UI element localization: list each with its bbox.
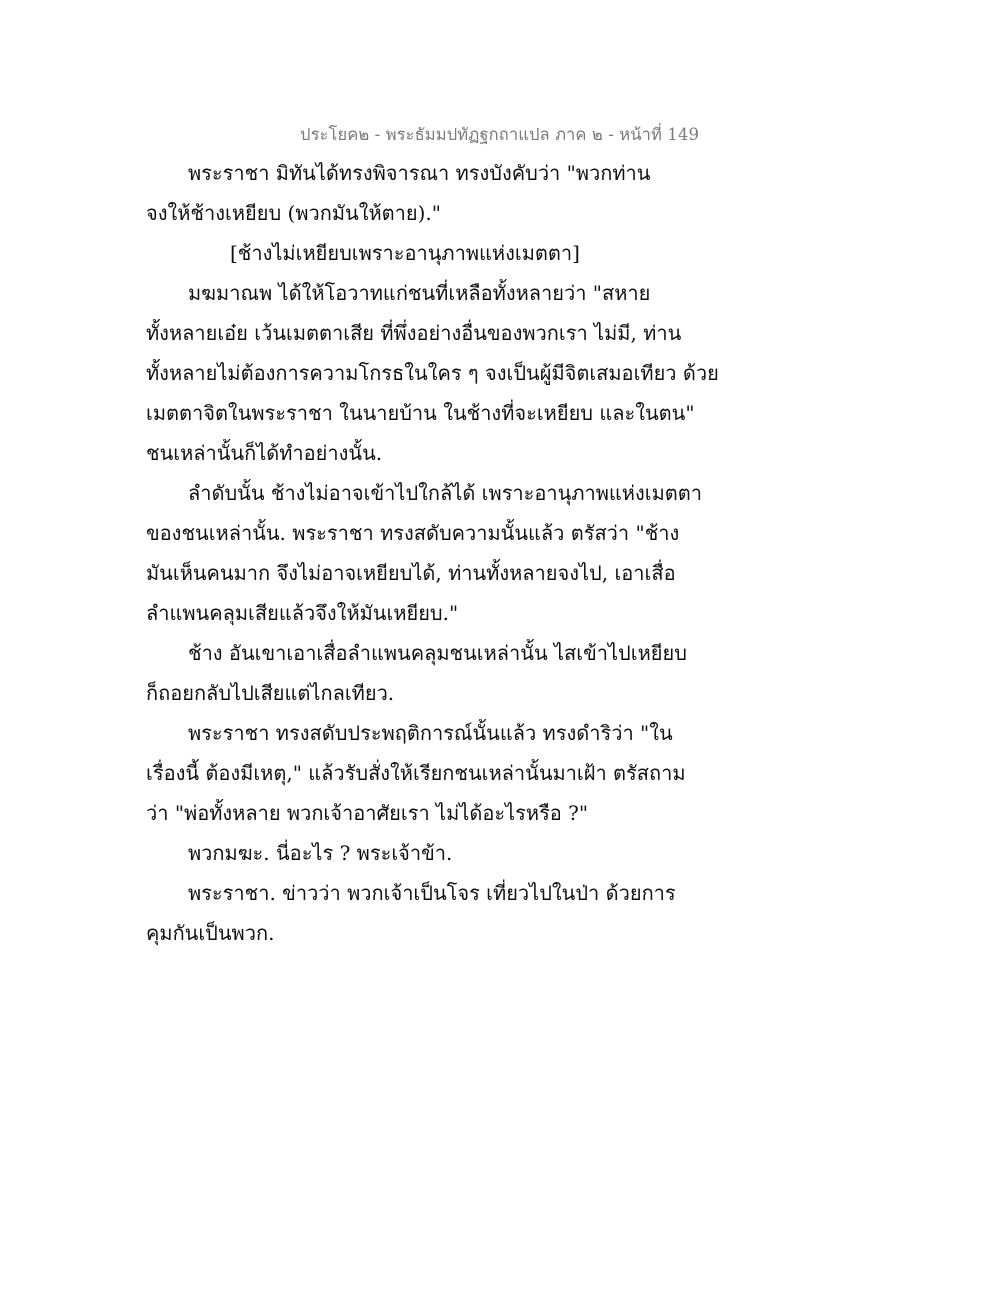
- paragraph-line: ชนเหล่านั้นก็ได้ทำอย่างนั้น.: [146, 441, 383, 465]
- paragraph-line: เมตตาจิตในพระราชา ในนายบ้าน ในช้างที่จะเหยียบ และในตน": [146, 401, 695, 425]
- paragraph-line: พระราชา. ข่าวว่า พวกเจ้าเป็นโจร เที่ยวไปในป่า ด้วยการ: [188, 881, 676, 905]
- paragraph-line: ทั้งหลายไม่ต้องการความโกรธในใคร ๆ จงเป็นผู้มีจิตเสมอเทียว ด้วย: [146, 361, 719, 385]
- paragraph-line: เรื่องนี้ ต้องมีเหตุ," แล้วรับสั่งให้เรียกชนเหล่านั้นมาเฝ้า ตรัสถาม: [146, 761, 686, 785]
- paragraph-line: ของชนเหล่านั้น. พระราชา ทรงสดับความนั้นแล้ว ตรัสว่า "ช้าง: [146, 521, 680, 545]
- paragraph-line: มฆมาณพ ได้ให้โอวาทแก่ชนที่เหลือทั้งหลายว่า "สหาย: [188, 281, 651, 305]
- paragraph-line: ลำดับนั้น ช้างไม่อาจเข้าไปใกล้ได้ เพราะอานุภาพแห่งเมตตา: [188, 481, 702, 505]
- paragraph-line: พระราชา ทรงสดับประพฤติการณ์นั้นแล้ว ทรงดำริว่า "ใน: [188, 721, 673, 745]
- paragraph-line: ก็ถอยกลับไปเสียแต่ไกลเทียว.: [146, 681, 395, 705]
- paragraph-line: ช้าง อันเขาเอาเสื่อลำแพนคลุมชนเหล่านั้น ไสเข้าไปเหยียบ: [188, 641, 687, 665]
- paragraph-line: มันเห็นคนมาก จึงไม่อาจเหยียบได้, ท่านทั้งหลายจงไป, เอาเสื่อ: [146, 561, 676, 585]
- running-header: ประโยค๒ - พระธัมมปทัฏฐกถาแปล ภาค ๒ - หน้าที่ 149: [300, 125, 700, 144]
- paragraph-line: ว่า "พ่อทั้งหลาย พวกเจ้าอาศัยเรา ไม่ได้อะไรหรือ ?": [146, 801, 589, 825]
- paragraph-line: ทั้งหลายเอ๋ย เว้นเมตตาเสีย ที่พึ่งอย่างอื่นของพวกเรา ไม่มี, ท่าน: [146, 321, 682, 345]
- paragraph-line: พวกมฆะ. นี่อะไร ? พระเจ้าข้า.: [188, 841, 453, 865]
- paragraph-line: พระราชา มิทันได้ทรงพิจารณา ทรงบังคับว่า "พวกท่าน: [188, 161, 651, 185]
- paragraph-line: คุมกันเป็นพวก.: [146, 921, 275, 945]
- section-heading: [ช้างไม่เหยียบเพราะอานุภาพแห่งเมตตา]: [230, 241, 580, 265]
- paragraph-line: จงให้ช้างเหยียบ (พวกมันให้ตาย).": [146, 201, 441, 225]
- paragraph-line: ลำแพนคลุมเสียแล้วจึงให้มันเหยียบ.": [146, 601, 459, 625]
